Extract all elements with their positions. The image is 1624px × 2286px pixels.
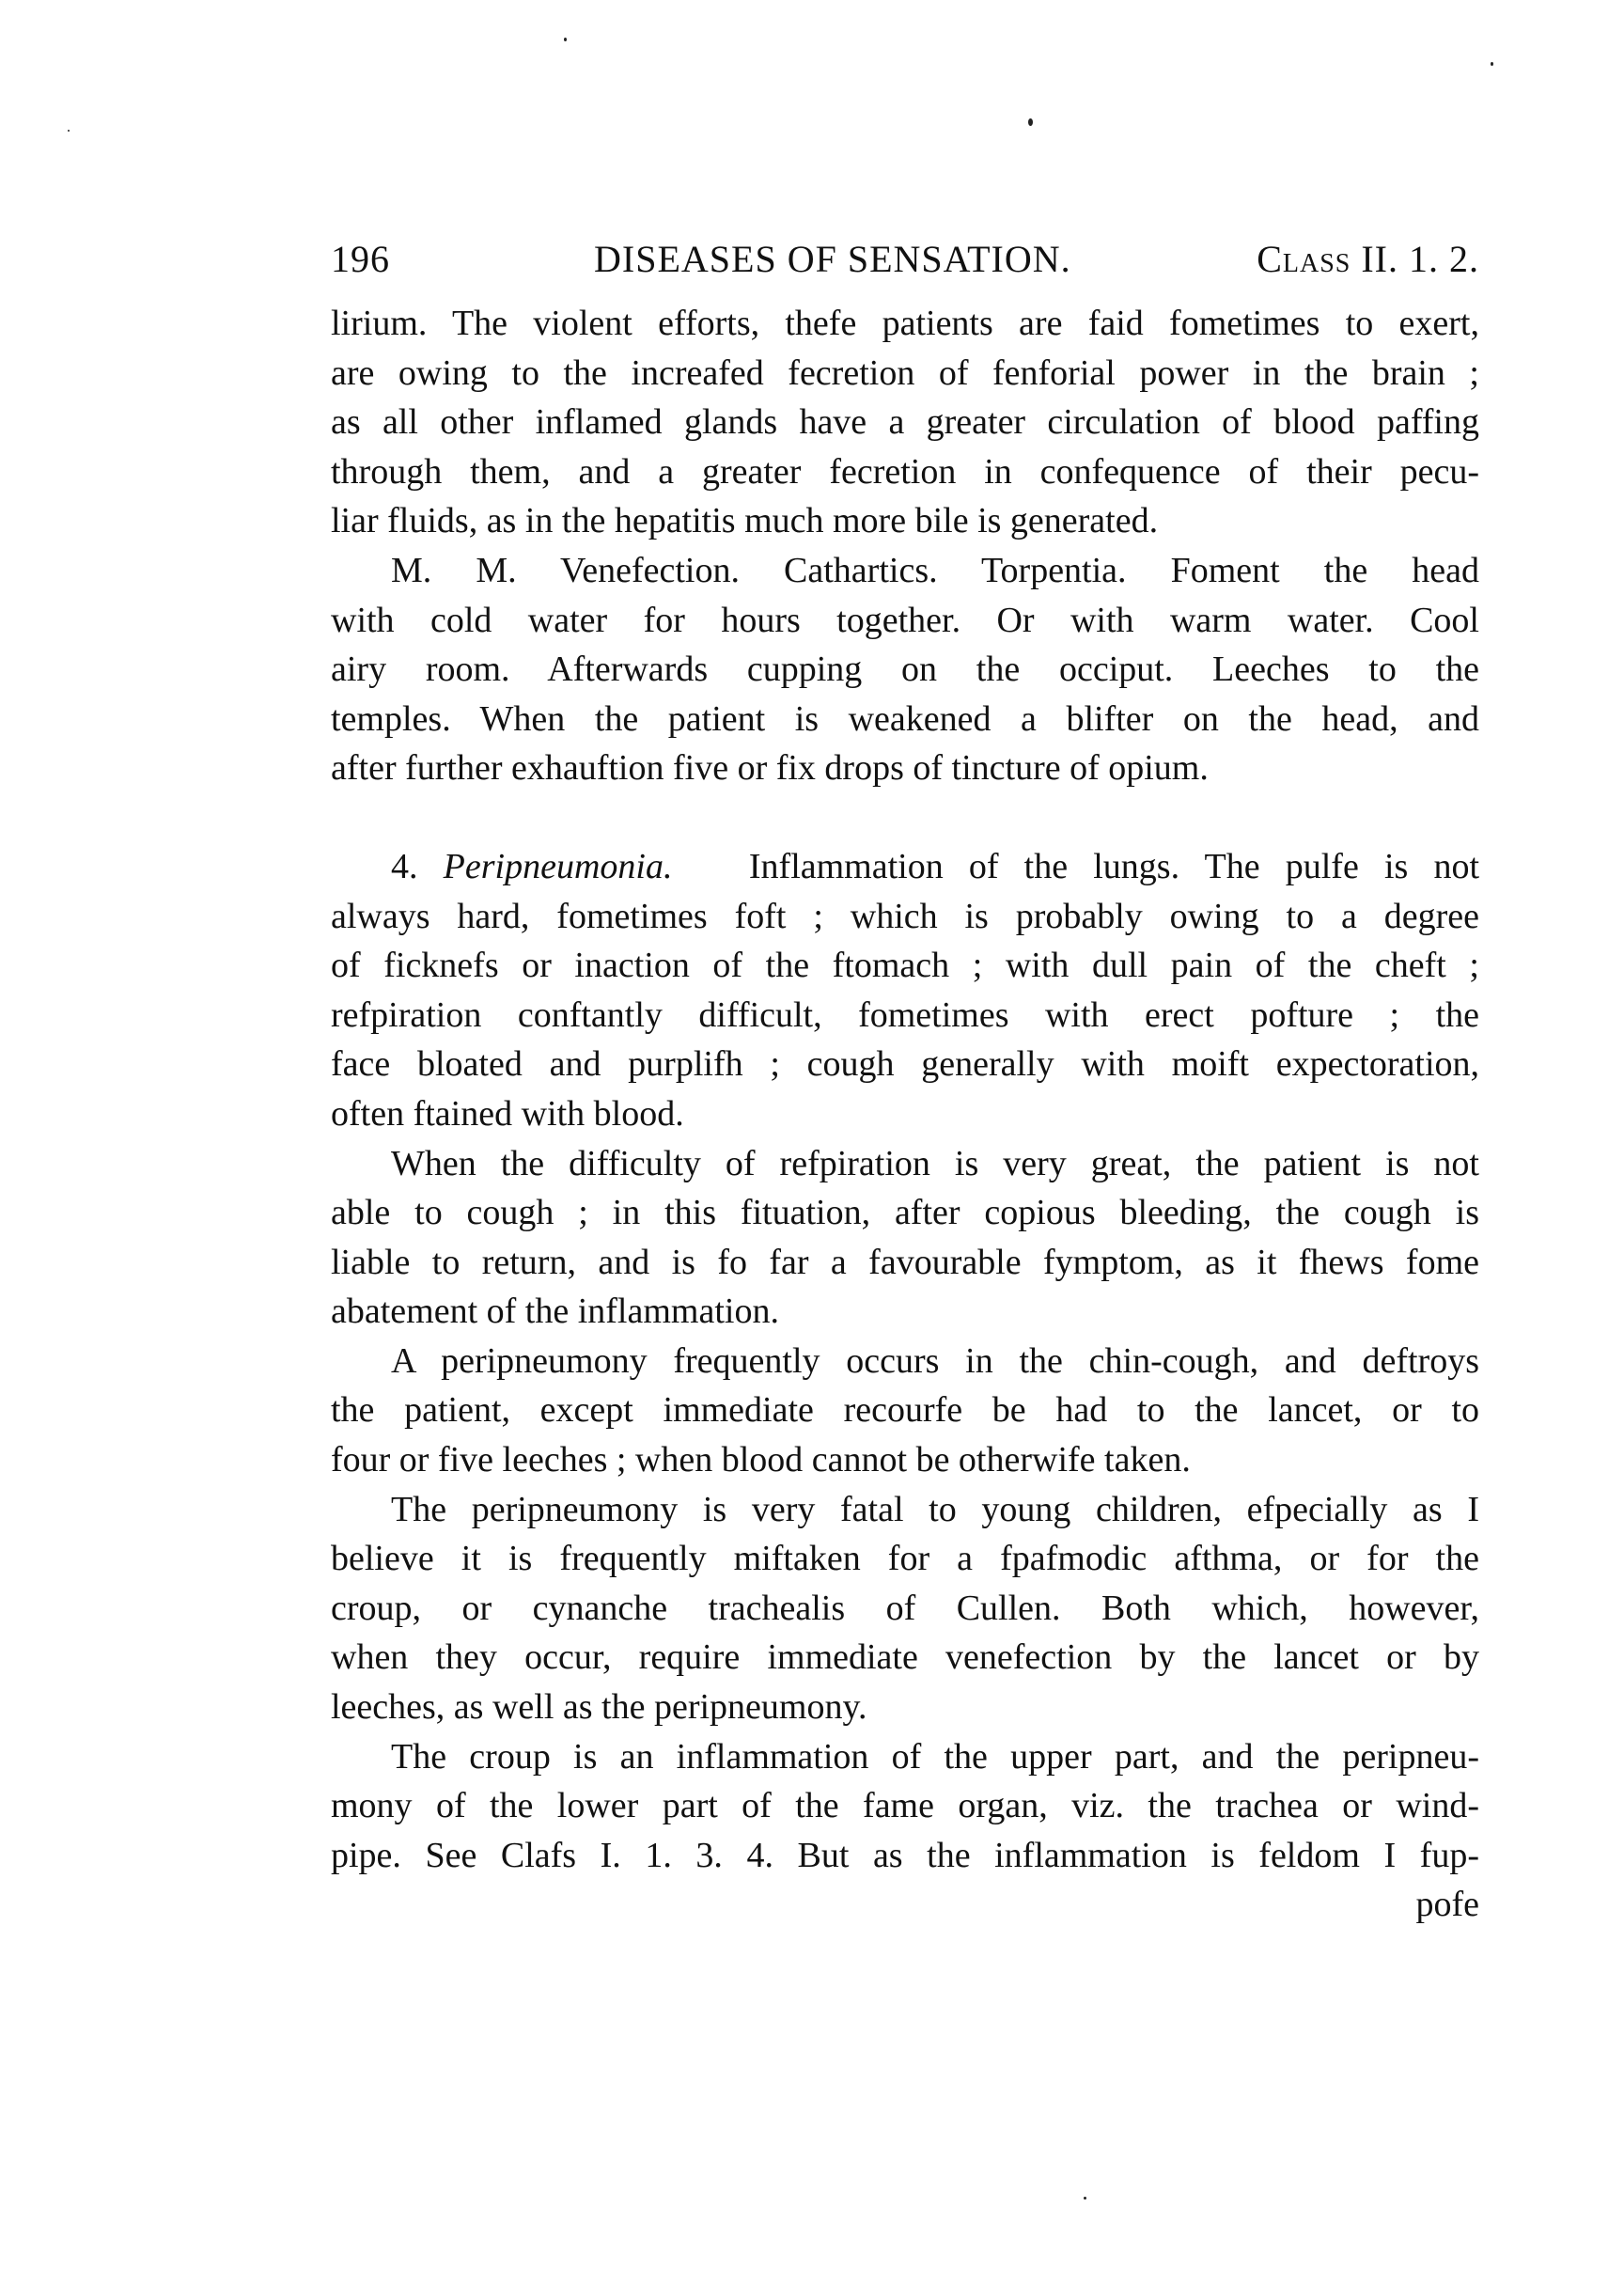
text-line: The croup is an inflammation of the upper part, and the peripneu-: [391, 1736, 1479, 1777]
section-title: Peripneumonia.: [443, 846, 673, 886]
text-line: airy room. Afterwards cupping on the occiput. Leeches to the: [331, 650, 1479, 690]
section-gap: [331, 793, 1479, 842]
text-line: temples. When the patient is weakened a blifter on the head, and: [331, 698, 1479, 739]
text-line: liable to return, and is fo far a favourable fymptom, as it fhews fome: [331, 1242, 1479, 1282]
page-number: 196: [331, 238, 390, 280]
running-title: DISEASES OF SENSATION.: [594, 238, 1071, 280]
text-line: always hard, fometimes foft ; which is probably owing to a degree: [331, 896, 1479, 936]
scan-speck: [1491, 62, 1493, 66]
text-line: refpiration conftantly difficult, fometimes with erect pofture ; the: [331, 994, 1479, 1035]
scan-speck: [564, 38, 567, 41]
body-text: [331, 299, 1479, 1930]
text-line: pipe. See Clafs I. 1. 3. 4. But as the inflammation is feldom I fup-: [331, 1835, 1479, 1875]
section-heading-line: [331, 842, 1479, 892]
section-number: 4.: [391, 846, 418, 886]
text-line: of ficknefs or inaction of the ftomach ; with dull pain of the cheft ;: [331, 946, 1479, 986]
catchword: pofe: [1415, 1885, 1479, 1925]
text-line: face bloated and purplifh ; cough generally with moift expectoration,: [331, 1044, 1479, 1085]
text-line: A peripneumony frequently occurs in the chin-cough, and deftroys: [391, 1340, 1479, 1381]
text-line: often ftained with blood.: [331, 1093, 684, 1134]
text-line: believe it is frequently miftaken for a fpafmodic afthma, or for the: [331, 1539, 1479, 1579]
class-reference: Class II. 1. 2.: [1257, 238, 1479, 280]
text-line: lirium. The violent efforts, thefe patients are faid fometimes to exert,: [331, 304, 1479, 343]
text-line: the patient, except immediate recourfe be had to the lancet, or to: [331, 1390, 1479, 1431]
text-line: mony of the lower part of the fame organ, viz. the trachea or wind-: [331, 1786, 1479, 1826]
text-line: liar fluids, as in the hepatitis much more bile is generated.: [331, 501, 1159, 541]
text-line-rest: Inflammation of the lungs. The pulfe is not: [748, 846, 1480, 886]
text-line: croup, or cynanche trachealis of Cullen. Both which, however,: [331, 1588, 1479, 1628]
text-line: after further exhauftion five or fix drops of tincture of opium.: [331, 748, 1209, 789]
scan-speck: [1084, 2197, 1086, 2200]
text-line: when they occur, require immediate venefection by the lancet or by: [331, 1637, 1479, 1678]
text-line: through them, and a greater fecretion in confequence of their pecu-: [331, 451, 1479, 492]
text-line: When the difficulty of refpiration is very great, the patient is not: [391, 1143, 1479, 1183]
running-header: [331, 233, 1479, 286]
scan-speck: [1028, 118, 1033, 126]
text-line: leeches, as well as the peripneumony.: [331, 1687, 867, 1728]
text-line: able to cough ; in this fituation, after copious bleeding, the cough is: [331, 1193, 1479, 1233]
text-line: are owing to the increafed fecretion of fenforial power in the brain ;: [331, 352, 1479, 393]
text-line: M. M. Venefection. Cathartics. Torpentia. Foment the head: [391, 550, 1479, 590]
text-line: with cold water for hours together. Or with warm water. Cool: [331, 600, 1479, 640]
text-line: as all other inflamed glands have a greater circulation of blood paffing: [331, 402, 1479, 443]
text-line: abatement of the inflammation.: [331, 1292, 779, 1332]
text-line: four or five leeches ; when blood cannot be otherwife taken.: [331, 1440, 1191, 1480]
scan-speck: [68, 130, 70, 132]
text-line: The peripneumony is very fatal to young children, efpecially as I: [391, 1489, 1479, 1529]
